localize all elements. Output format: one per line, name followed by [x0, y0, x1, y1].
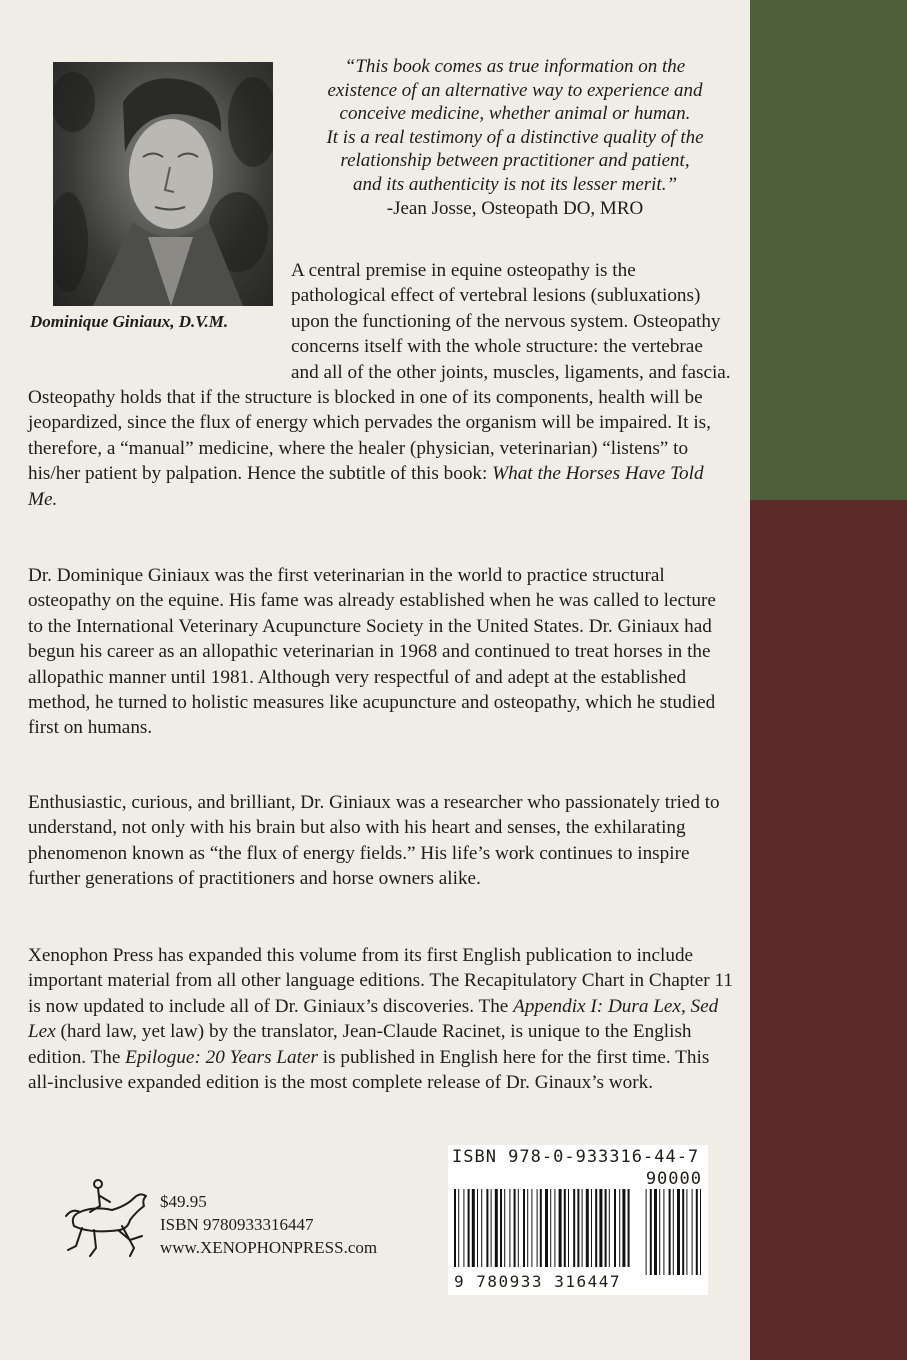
- barcode-bar: [619, 1189, 620, 1267]
- quote-line: existence of an alternative way to experience and: [327, 79, 703, 101]
- barcode-bar: [540, 1189, 542, 1267]
- barcode-bar: [614, 1189, 616, 1267]
- barcode-bar: [609, 1189, 610, 1267]
- barcode-bar: [518, 1189, 519, 1267]
- barcode-bar: [458, 1189, 459, 1267]
- paragraph-text: Xenophon Press has expanded this volume from its first English publication to include important material from all other language editions. The Recapitulatory Chart in Chapter 11 is now updated to include all of Dr. Giniaux’s discoveries. The: [28, 945, 733, 1017]
- barcode-addon-number: 90000: [645, 1169, 702, 1189]
- barcode-bar: [491, 1189, 492, 1267]
- publisher-horse-logo-icon: [60, 1176, 156, 1262]
- paragraph-text: is published in English here for the first time. This all-inclusive expanded edition is the most complete release of Dr. Ginaux’s work.: [28, 1046, 710, 1094]
- barcode-bar: [509, 1189, 510, 1267]
- barcode-bar: [628, 1189, 630, 1267]
- spine-band-green: [750, 0, 907, 500]
- barcode-bar: [554, 1189, 555, 1267]
- barcode-bars: [450, 1189, 706, 1279]
- barcode-bar: [586, 1189, 589, 1267]
- barcode-addon-bar: [700, 1189, 701, 1275]
- barcode-bar: [564, 1189, 566, 1267]
- barcode-bar: [599, 1189, 602, 1267]
- paragraph-premise: [28, 258, 733, 512]
- barcode-bar: [573, 1189, 575, 1267]
- appendix-title: Appendix I: Dura Lex, Sed Lex: [28, 995, 719, 1043]
- barcode-bar: [523, 1189, 525, 1267]
- barcode-bar: [527, 1189, 528, 1267]
- barcode-bar: [545, 1189, 548, 1267]
- isbn-text: ISBN 9780933316447: [160, 1215, 314, 1234]
- quote-line: and its authenticity is not its lesser merit.”: [352, 173, 678, 195]
- barcode-addon-bar: [663, 1189, 664, 1275]
- paragraph-edition: [28, 943, 733, 1095]
- barcode-bar: [454, 1189, 456, 1267]
- barcode-addon-bar: [646, 1189, 647, 1275]
- quote-line: It is a real testimony of a distinctive quality of the: [326, 126, 704, 148]
- barcode-addon-bar: [650, 1189, 652, 1275]
- barcode-addon-bar: [696, 1189, 698, 1275]
- barcode-addon-bar: [686, 1189, 687, 1275]
- barcode-bar: [495, 1189, 498, 1267]
- subtitle-italic: What the Horses Have Told Me.: [28, 463, 704, 510]
- barcode-bar: [468, 1189, 470, 1267]
- website-link[interactable]: www.XENOPHONPRESS.com: [160, 1238, 378, 1257]
- barcode-addon-bar: [669, 1189, 671, 1275]
- spine-band-red: [750, 500, 907, 1360]
- paragraph-text: (hard law, yet law) by the translator, Jean-Claude Racinet, is unique to the English edition. The: [28, 1021, 692, 1068]
- barcode-addon-bar: [692, 1189, 693, 1275]
- paragraph-legacy: Enthusiastic, curious, and brilliant, Dr. Giniaux was a researcher who passionately tried to understand, not only with his brain but also with his heart and senses, the exhilarating phenomenon known as “the flux of energy fields.” His life’s work continues to inspire further generations of practitioners and horse owners alike.: [28, 792, 720, 890]
- barcode-bar: [463, 1189, 464, 1267]
- paragraph-biography: Dr. Dominique Giniaux was the first veterinarian in the world to practice structural osteopathy on the equine. His fame was already established when he was called to lecture to the International Veterinary Acupuncture Society in the United States. Dr. Giniaux had begun his career as an allopathic veterinarian in 1968 and continued to treat horses in the allopathic manner until 1981. Although very respectful of and adept at the established method, he turned to holistic measures like acupuncture and osteopathy, which he studied first on humans.: [28, 565, 716, 739]
- endorsement-quote: [290, 55, 740, 220]
- barcode-bar: [605, 1189, 607, 1267]
- epilogue-title: Epilogue: 20 Years Later: [125, 1046, 318, 1068]
- barcode-bar: [595, 1189, 597, 1267]
- paragraph-text: A central premise in equine osteopathy is the pathological effect of vertebral lesions (subluxations) upon the functioning of the nervous system. Osteopathy concerns itself with the whole structure: the vertebrae and all of the other joints, muscles, ligaments, and fascia. Osteopathy holds that if the structure is blocked in one of its components, health will be jeopardized, since the flux of energy which pervades the organism will be impaired. It is, therefore, a “manual” medicine, where the healer (physician, veterinarian) “listens” to his/her patient by palpation. Hence the subtitle of this book:: [28, 260, 731, 485]
- barcode-bar: [514, 1189, 516, 1267]
- barcode-digits: 9 780933 316447: [454, 1272, 621, 1291]
- quote-line: conceive medicine, whether animal or human.: [339, 103, 691, 125]
- quote-line: “This book comes as true information on the: [344, 56, 686, 77]
- barcode-bar: [591, 1189, 592, 1267]
- barcode-bar: [559, 1189, 562, 1267]
- barcode: [448, 1145, 708, 1295]
- barcode-isbn-label: ISBN 978-0-933316-44-7: [452, 1147, 700, 1167]
- quote-attribution: -Jean Josse, Osteopath DO, MRO: [386, 197, 644, 219]
- photo-caption: Dominique Giniaux, D.V.M.: [30, 312, 229, 331]
- barcode-bar: [504, 1189, 505, 1267]
- barcode-bar: [582, 1189, 583, 1267]
- barcode-bar: [486, 1189, 488, 1267]
- barcode-bar: [477, 1189, 478, 1267]
- barcode-bar: [531, 1189, 532, 1267]
- barcode-addon-bar: [682, 1189, 684, 1275]
- barcode-bar: [622, 1189, 625, 1267]
- quote-line: relationship between practitioner and patient,: [340, 150, 690, 172]
- barcode-addon-bar: [654, 1189, 657, 1275]
- barcode-addon-bar: [677, 1189, 680, 1275]
- barcode-bar: [577, 1189, 579, 1267]
- barcode-bar: [550, 1189, 551, 1267]
- barcode-bar: [537, 1189, 538, 1267]
- price-block: [160, 1190, 377, 1259]
- barcode-bar: [568, 1189, 569, 1267]
- price: $49.95: [160, 1192, 207, 1211]
- barcode-addon-bar: [673, 1189, 674, 1275]
- barcode-bar: [481, 1189, 482, 1267]
- barcode-bar: [500, 1189, 502, 1267]
- barcode-addon-bar: [659, 1189, 660, 1275]
- barcode-bar: [472, 1189, 475, 1267]
